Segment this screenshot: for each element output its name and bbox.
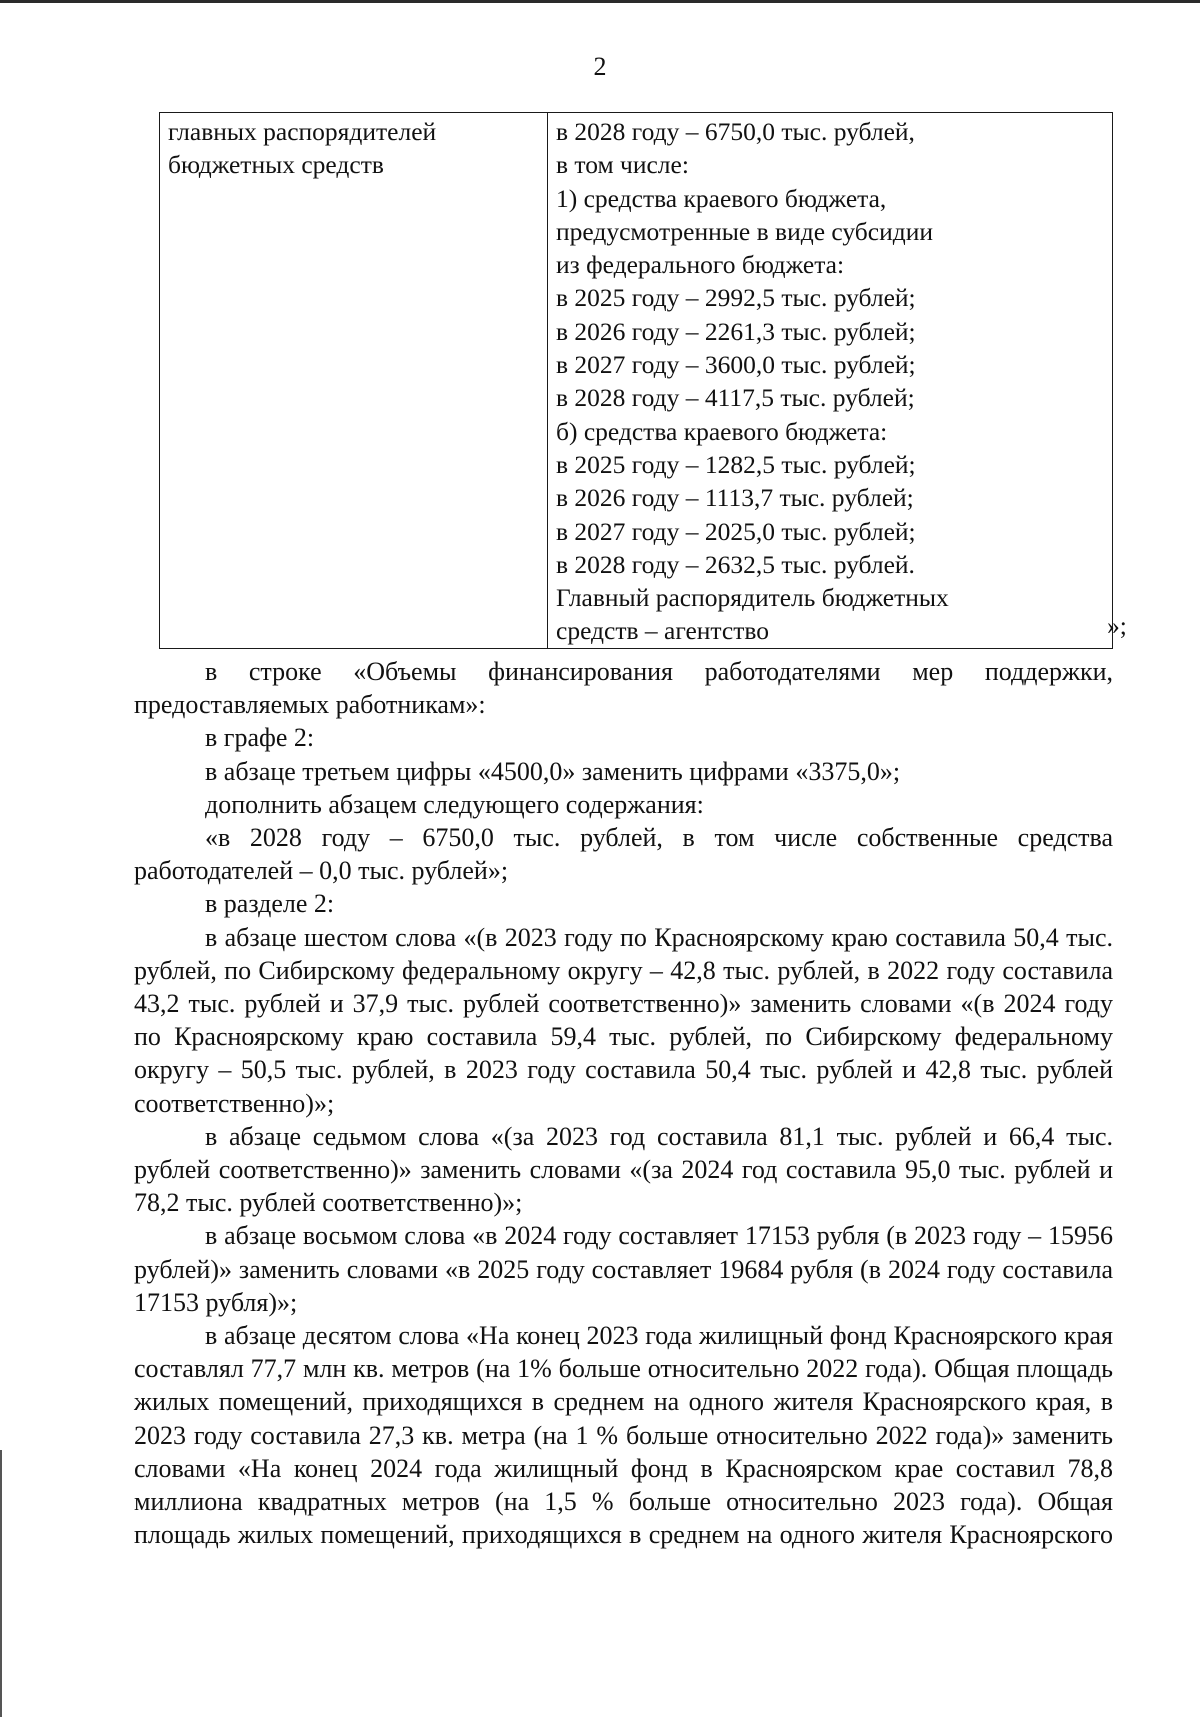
paragraph: в разделе 2: <box>205 889 335 919</box>
left-line: главных распорядителей <box>168 117 437 146</box>
right-line: в 2026 году – 1113,7 тыс. рублей; <box>556 483 914 513</box>
right-line: в 2027 году – 3600,0 тыс. рублей; <box>556 350 916 380</box>
left-line: бюджетных средств <box>168 150 384 180</box>
right-line: в 2027 году – 2025,0 тыс. рублей; <box>556 516 916 546</box>
paragraph: в абзаце шестом слова «(в 2023 году по Красноярскому краю составила 50,4 тыс. рублей, по Сибирскому федеральному округу – 42,8 тыс. рублей, в 2022 году составила 43,2 тыс. рублей и 37,9 тыс. рублей соответственно)» заменить словами «(в 2024 году по Красноярскому краю составила 59,4 тыс. рублей, по Сибирскому федеральному округу – 50,5 тыс. рублей, в 2023 году составила 50,4 тыс. рублей и 42,8 тыс. рублей соответственно)»; <box>134 922 1113 1118</box>
paragraph: в абзаце восьмом слова «в 2024 году составляет 17153 рубля (в 2023 году – 15956 рублей)» заменить словами «в 2025 году составляет 19684 рубля (в 2024 году составила 17153 рубля)»; <box>134 1221 1113 1317</box>
right-line: в 2025 году – 2992,5 тыс. рублей; <box>556 283 916 313</box>
right-line: Главный распорядитель бюджетных <box>556 583 949 613</box>
right-line: б) средства краевого бюджета: <box>556 416 888 446</box>
paragraph: в абзаце третьем цифры «4500,0» заменить цифрами «3375,0»; <box>205 756 901 786</box>
table-cell-right <box>548 113 1113 649</box>
table-row <box>160 113 1113 649</box>
paragraph: «в 2028 году – 6750,0 тыс. рублей, в том числе собственные средства работодателей – 0,0 тыс. рублей»; <box>134 823 1113 886</box>
amendment-text <box>134 655 1113 1551</box>
scan-top-edge <box>0 0 1200 3</box>
right-line: в том числе: <box>556 150 689 180</box>
right-line: средств – агентство <box>556 616 769 646</box>
right-line: в 2028 году – 6750,0 тыс. рублей, <box>556 117 915 146</box>
table-cell-left <box>160 113 548 649</box>
right-line: 1) средства краевого бюджета, <box>556 183 887 213</box>
right-line: из федерального бюджета: <box>556 250 845 280</box>
right-line: в 2025 году – 1282,5 тыс. рублей; <box>556 449 916 479</box>
paragraph-continued: в абзаце десятом слова «На конец 2023 года жилищный фонд Красноярского края составлял 77,7 млн кв. метров (на 1% больше относительно 2022 года). Общая площадь жилых помещений, приходящихся в среднем на одного жителя Красноярского края, в 2023 году составила 27,3 кв. метра (на 1 % больше относительно 2022 года)» заменить словами «На конец 2024 года жилищный фонд в Красноярском крае составил 78,8 миллиона квадратных метров (на 1,5 % больше относительно 2023 года). Общая площадь жилых помещений, приходящихся в среднем на одного жителя Красноярского <box>134 1321 1113 1550</box>
page-number: 2 <box>593 52 607 81</box>
paragraph: в строке «Объемы финансирования работодателями мер поддержки, предоставляемых работникам»: <box>134 657 1113 720</box>
paragraph: в абзаце седьмом слова «(за 2023 год составила 81,1 тыс. рублей и 66,4 тыс. рублей соответственно)» заменить словами «(за 2024 год составила 95,0 тыс. рублей и 78,2 тыс. рублей соответственно)»; <box>134 1121 1113 1218</box>
paragraph: в графе 2: <box>205 723 315 753</box>
closing-quote-mark: »; <box>1107 611 1127 640</box>
right-line: предусмотренные в виде субсидии <box>556 216 933 246</box>
scan-left-edge <box>0 1450 2 1717</box>
right-line: в 2026 году – 2261,3 тыс. рублей; <box>556 316 916 346</box>
right-line: в 2028 году – 4117,5 тыс. рублей; <box>556 383 915 413</box>
right-line: в 2028 году – 2632,5 тыс. рублей. <box>556 549 915 579</box>
financing-table <box>159 112 1113 649</box>
paragraph: дополнить абзацем следующего содержания: <box>205 789 704 819</box>
